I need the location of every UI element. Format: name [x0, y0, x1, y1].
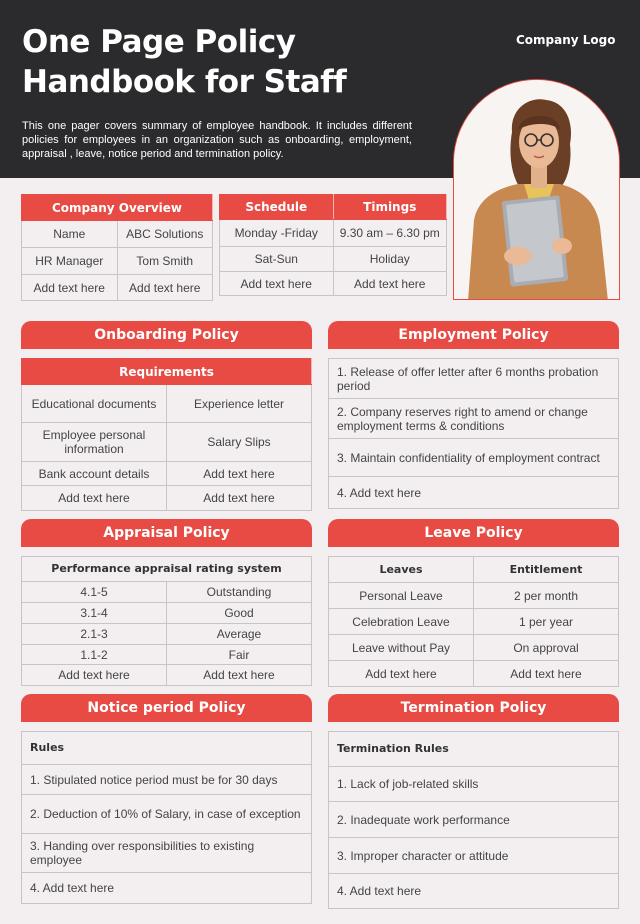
- table-cell: On approval: [474, 635, 619, 661]
- table-cell: Good: [167, 603, 312, 624]
- table-cell: Fair: [167, 645, 312, 665]
- timings-heading: Timings: [333, 195, 447, 220]
- list-item: 4. Add text here: [329, 477, 619, 509]
- table-cell: 4.1-5: [22, 582, 167, 603]
- list-item: 2. Deduction of 10% of Salary, in case of exception: [22, 795, 312, 834]
- table-cell: Add text here: [167, 486, 312, 511]
- list-item: 2. Company reserves right to amend or change employment terms & conditions: [329, 399, 619, 439]
- leaves-heading: Leaves: [329, 557, 474, 583]
- rating-system-heading: Performance appraisal rating system: [22, 557, 312, 582]
- intro-text: This one pager covers summary of employee handbook. It includes different policies for employees in an organization such as onboarding, employment, appraisal , leave, notice period and termination policy.: [22, 120, 412, 160]
- employment-policy-title: Employment Policy: [328, 321, 619, 349]
- company-overview-table: [21, 194, 213, 301]
- staff-photo: [453, 79, 620, 300]
- table-cell: Add text here: [329, 661, 474, 687]
- table-cell: 1.1-2: [22, 645, 167, 665]
- entitlement-heading: Entitlement: [474, 557, 619, 583]
- table-cell: Add text here: [220, 272, 334, 296]
- notice-period-policy-title: Notice period Policy: [21, 694, 312, 722]
- schedule-table: [219, 194, 447, 296]
- table-cell: Holiday: [333, 247, 447, 272]
- list-item: 2. Inadequate work performance: [329, 802, 619, 838]
- requirements-heading: Requirements: [22, 359, 312, 385]
- title-line-2: Handbook for Staff: [22, 64, 347, 100]
- table-cell: Celebration Leave: [329, 609, 474, 635]
- table-cell: 2.1-3: [22, 624, 167, 645]
- table-cell: HR Manager: [22, 248, 118, 275]
- table-cell: ABC Solutions: [117, 221, 213, 248]
- table-cell: Monday -Friday: [220, 220, 334, 247]
- table-cell: Add text here: [474, 661, 619, 687]
- notice-period-list: [21, 731, 312, 904]
- termination-list: [328, 731, 619, 909]
- employment-list: [328, 358, 619, 509]
- company-overview-heading: Company Overview: [22, 195, 213, 221]
- table-cell: 9.30 am – 6.30 pm: [333, 220, 447, 247]
- table-cell: Add text here: [333, 272, 447, 296]
- table-cell: Add text here: [22, 486, 167, 511]
- table-cell: Personal Leave: [329, 583, 474, 609]
- onboarding-policy-title: Onboarding Policy: [21, 321, 312, 349]
- table-cell: Add text here: [167, 665, 312, 686]
- onboarding-table: [21, 358, 312, 511]
- table-cell: Add text here: [117, 275, 213, 301]
- table-cell: Leave without Pay: [329, 635, 474, 661]
- table-cell: Add text here: [167, 462, 312, 486]
- list-item: 1. Lack of job-related skills: [329, 767, 619, 802]
- list-item: 1. Release of offer letter after 6 months probation period: [329, 359, 619, 399]
- appraisal-policy-title: Appraisal Policy: [21, 519, 312, 547]
- appraisal-table: [21, 556, 312, 686]
- table-cell: Add text here: [22, 275, 118, 301]
- table-cell: Name: [22, 221, 118, 248]
- table-cell: Add text here: [22, 665, 167, 686]
- table-cell: 1 per year: [474, 609, 619, 635]
- table-cell: Experience letter: [167, 385, 312, 423]
- company-logo: Company Logo: [516, 33, 616, 47]
- leave-table: [328, 556, 619, 687]
- list-item: 4. Add text here: [22, 873, 312, 904]
- list-item: 1. Stipulated notice period must be for 30 days: [22, 765, 312, 795]
- person-illustration: [454, 80, 620, 300]
- table-cell: Average: [167, 624, 312, 645]
- table-cell: Employee personal information: [22, 423, 167, 462]
- termination-policy-title: Termination Policy: [328, 694, 619, 722]
- table-cell: 2 per month: [474, 583, 619, 609]
- table-cell: Sat-Sun: [220, 247, 334, 272]
- table-cell: Salary Slips: [167, 423, 312, 462]
- leave-policy-title: Leave Policy: [328, 519, 619, 547]
- rules-label: Rules: [22, 732, 312, 765]
- table-cell: Educational documents: [22, 385, 167, 423]
- schedule-heading: Schedule: [220, 195, 334, 220]
- table-cell: 3.1-4: [22, 603, 167, 624]
- list-item: 3. Handing over responsibilities to existing employee: [22, 834, 312, 873]
- title-line-1: One Page Policy: [22, 24, 296, 60]
- list-item: 3. Improper character or attitude: [329, 838, 619, 874]
- page-title: [22, 22, 422, 102]
- list-item: 4. Add text here: [329, 874, 619, 909]
- list-item: 3. Maintain confidentiality of employment contract: [329, 439, 619, 477]
- termination-rules-label: Termination Rules: [329, 732, 619, 767]
- table-cell: Bank account details: [22, 462, 167, 486]
- table-cell: Outstanding: [167, 582, 312, 603]
- table-cell: Tom Smith: [117, 248, 213, 275]
